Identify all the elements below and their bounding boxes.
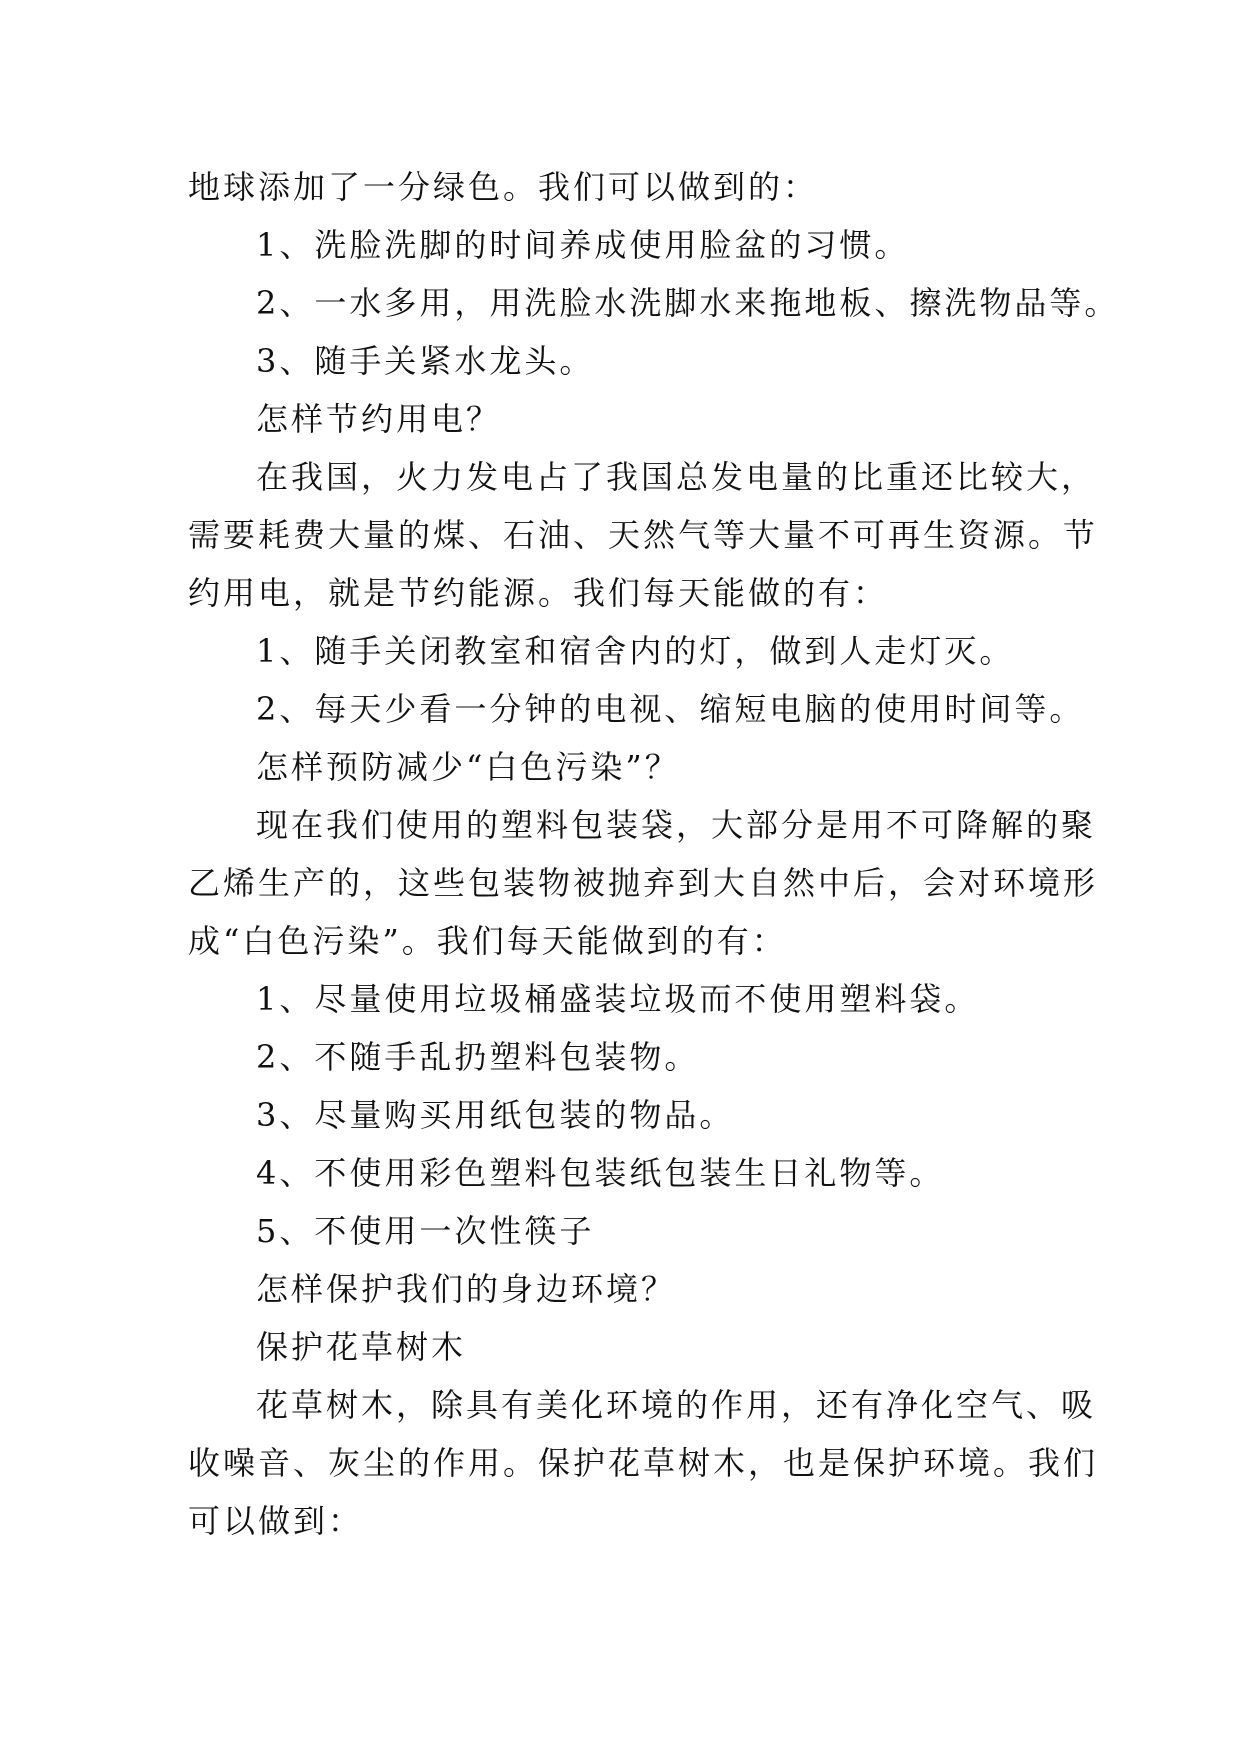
paragraph-line: 可以做到： — [188, 1502, 364, 1540]
document-body — [188, 158, 1120, 1550]
list-item: 2、不随手乱扔塑料包装物。 — [256, 1038, 700, 1076]
paragraph-line: 在我国，火力发电占了我国总发电量的比重还比较大， — [256, 458, 1097, 496]
subsection-heading: 保护花草树木 — [256, 1328, 467, 1366]
section-heading: 怎样保护我们的身边环境？ — [256, 1270, 677, 1308]
paragraph-line: 乙烯生产的，这些包装物被抛弃到大自然中后，会对环境形 — [188, 864, 1099, 902]
paragraph-line: 成“白色污染”。我们每天能做到的有： — [188, 922, 787, 960]
list-item: 3、随手关紧水龙头。 — [256, 342, 595, 380]
list-item: 3、尽量购买用纸包装的物品。 — [256, 1096, 735, 1134]
section-heading: 怎样节约用电？ — [256, 400, 502, 438]
list-item: 1、尽量使用垃圾桶盛装垃圾而不使用塑料袋。 — [256, 980, 980, 1018]
paragraph-line: 约用电，就是节约能源。我们每天能做的有： — [188, 574, 889, 612]
list-item: 5、不使用一次性筷子 — [256, 1212, 595, 1250]
paragraph-line: 地球添加了一分绿色。我们可以做到的： — [188, 168, 819, 206]
list-item: 2、每天少看一分钟的电视、缩短电脑的使用时间等。 — [256, 690, 1085, 728]
paragraph-line: 需要耗费大量的煤、石油、天然气等大量不可再生资源。节 — [188, 516, 1099, 554]
paragraph-line: 收噪音、灰尘的作用。保护花草树木，也是保护环境。我们 — [188, 1444, 1099, 1482]
section-heading: 怎样预防减少“白色污染”？ — [256, 748, 680, 786]
list-item: 1、洗脸洗脚的时间养成使用脸盆的习惯。 — [256, 226, 910, 264]
paragraph-line: 花草树木，除具有美化环境的作用，还有净化空气、吸 — [256, 1386, 1097, 1424]
list-item: 2、一水多用，用洗脸水洗脚水来拖地板、擦洗物品等。 — [256, 284, 1120, 322]
list-item: 4、不使用彩色塑料包装纸包装生日礼物等。 — [256, 1154, 945, 1192]
list-item: 1、随手关闭教室和宿舍内的灯，做到人走灯灭。 — [256, 632, 1015, 670]
paragraph-line: 现在我们使用的塑料包装袋，大部分是用不可降解的聚 — [256, 806, 1097, 844]
